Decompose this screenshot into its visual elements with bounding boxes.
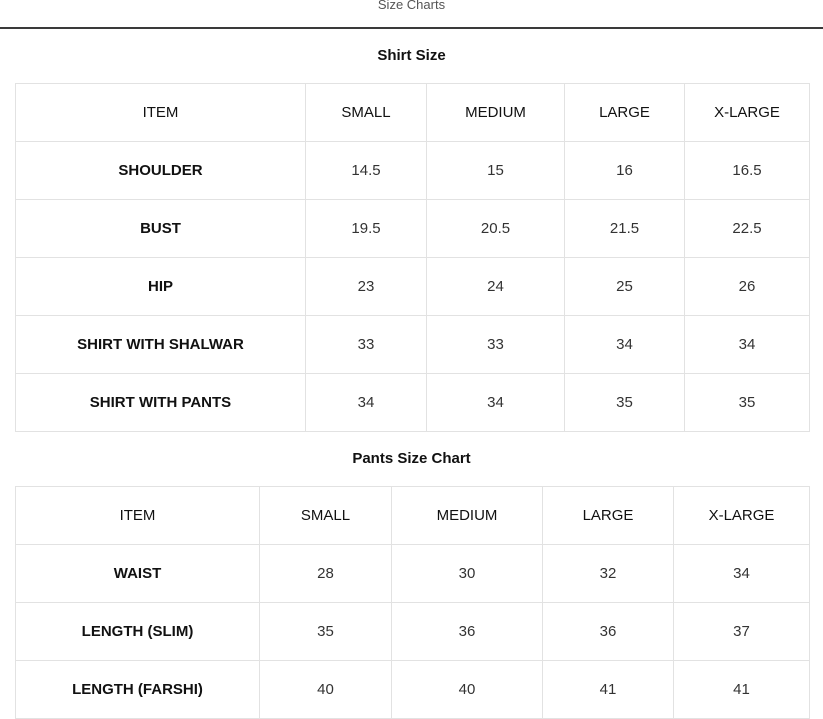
row-label: SHIRT WITH SHALWAR: [16, 316, 306, 374]
table-cell: 21.5: [565, 200, 685, 258]
table-cell: 41: [543, 661, 674, 719]
table-cell: 40: [260, 661, 392, 719]
row-label: LENGTH (FARSHI): [16, 661, 260, 719]
table-cell: 22.5: [685, 200, 810, 258]
table-cell: 24: [427, 258, 565, 316]
table-header-row: [16, 84, 810, 142]
table-cell: 36: [543, 603, 674, 661]
table-cell: 34: [427, 374, 565, 432]
table-cell: 25: [565, 258, 685, 316]
table-cell: 34: [685, 316, 810, 374]
shirt-size-title: Shirt Size: [377, 47, 446, 64]
row-label: LENGTH (SLIM): [16, 603, 260, 661]
table-cell: 33: [306, 316, 427, 374]
table-row: [16, 258, 810, 316]
table-cell: 14.5: [306, 142, 427, 200]
row-label: WAIST: [16, 545, 260, 603]
pants-size-table: [15, 486, 810, 719]
table-row: [16, 545, 810, 603]
row-label: BUST: [16, 200, 306, 258]
table-cell: 34: [565, 316, 685, 374]
table-row: [16, 603, 810, 661]
table-cell: 36: [392, 603, 543, 661]
table-cell: 28: [260, 545, 392, 603]
table-cell: 15: [427, 142, 565, 200]
column-header-item: ITEM: [16, 487, 260, 545]
table-cell: 34: [306, 374, 427, 432]
row-label: SHOULDER: [16, 142, 306, 200]
pants-size-title: Pants Size Chart: [352, 450, 471, 467]
table-cell: 16.5: [685, 142, 810, 200]
column-header-x-large: X-LARGE: [674, 487, 810, 545]
table-cell: 26: [685, 258, 810, 316]
column-header-x-large: X-LARGE: [685, 84, 810, 142]
table-row: [16, 142, 810, 200]
column-header-small: SMALL: [260, 487, 392, 545]
shirt-size-table: [15, 83, 810, 432]
page-header: [0, 0, 823, 29]
table-cell: 32: [543, 545, 674, 603]
table-cell: 33: [427, 316, 565, 374]
table-cell: 35: [565, 374, 685, 432]
table-cell: 41: [674, 661, 810, 719]
column-header-small: SMALL: [306, 84, 427, 142]
table-cell: 19.5: [306, 200, 427, 258]
column-header-medium: MEDIUM: [392, 487, 543, 545]
row-label: HIP: [16, 258, 306, 316]
column-header-large: LARGE: [543, 487, 674, 545]
row-label: SHIRT WITH PANTS: [16, 374, 306, 432]
table-cell: 37: [674, 603, 810, 661]
table-row: [16, 374, 810, 432]
table-row: [16, 316, 810, 374]
table-cell: 35: [685, 374, 810, 432]
table-header-row: [16, 487, 810, 545]
table-row: [16, 200, 810, 258]
table-cell: 35: [260, 603, 392, 661]
column-header-item: ITEM: [16, 84, 306, 142]
column-header-medium: MEDIUM: [427, 84, 565, 142]
table-cell: 16: [565, 142, 685, 200]
table-cell: 40: [392, 661, 543, 719]
table-row: [16, 661, 810, 719]
table-cell: 30: [392, 545, 543, 603]
table-cell: 23: [306, 258, 427, 316]
column-header-large: LARGE: [565, 84, 685, 142]
table-cell: 34: [674, 545, 810, 603]
page-title: Size Charts: [377, 0, 446, 12]
table-cell: 20.5: [427, 200, 565, 258]
